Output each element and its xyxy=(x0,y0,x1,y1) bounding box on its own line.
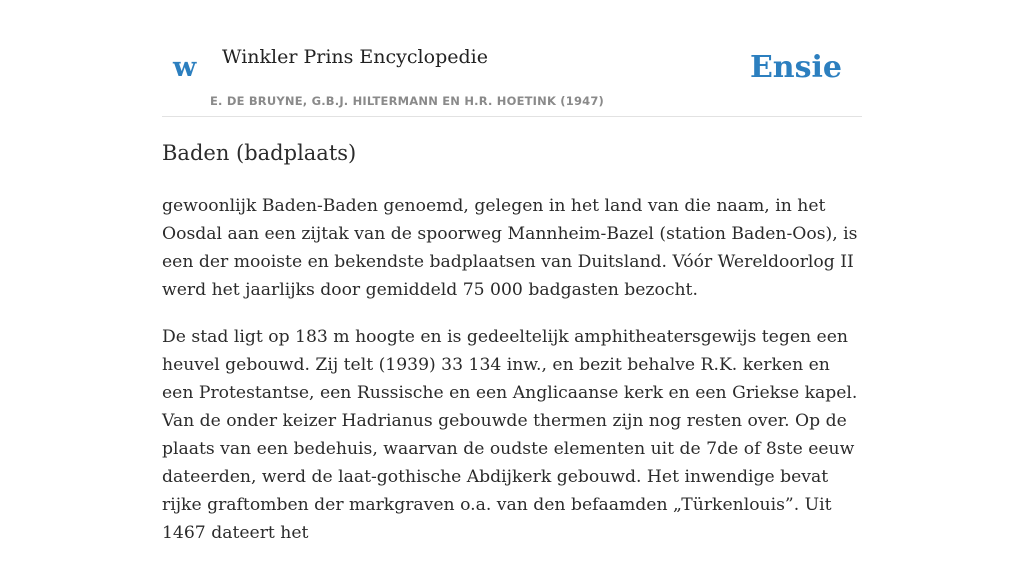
article-body xyxy=(162,192,862,566)
site-title[interactable]: Winkler Prins Encyclopedie xyxy=(222,46,488,68)
site-header xyxy=(162,0,862,117)
winkler-prins-logo[interactable]: w xyxy=(173,52,197,83)
ensie-logo[interactable]: Ensie xyxy=(749,50,842,85)
article-title: Baden (badplaats) xyxy=(162,141,357,165)
page-container xyxy=(162,0,862,543)
article-paragraph: gewoonlijk Baden-Baden genoemd, gelegen in het land van die naam, in het Oosdal aan een zijtak van de spoorweg Mannheim-Bazel (station Baden-Oos), is een der mooiste en bekendste badplaatsen van Duitsland. Vóór Wereldoorlog II werd het jaarlijks door gemiddeld 75 000 badgasten bezocht. xyxy=(162,196,858,300)
article-paragraph: De stad ligt op 183 m hoogte en is gedeeltelijk amphitheatersgewijs tegen een heuvel gebouwd. Zij telt (1939) 33 134 inw., en bezit behalve R.K. kerken en een Protestantse, een Russische en een Anglicaanse kerk en een Griekse kapel. Van de onder keizer Hadrianus gebouwde thermen zijn nog resten over. Op de plaats van een bedehuis, waarvan de oudste elementen uit de 7de of 8ste eeuw dateerden, werd de laat-gothische Abdijkerk gebouwd. Het inwendige bevat rijke graftomben der markgraven o.a. van den befaamden „Türkenlouis”. Uit 1467 dateert het xyxy=(162,327,858,543)
site-subtitle: E. DE BRUYNE, G.B.J. HILTERMANN EN H.R. HOETINK (1947) xyxy=(210,94,605,108)
